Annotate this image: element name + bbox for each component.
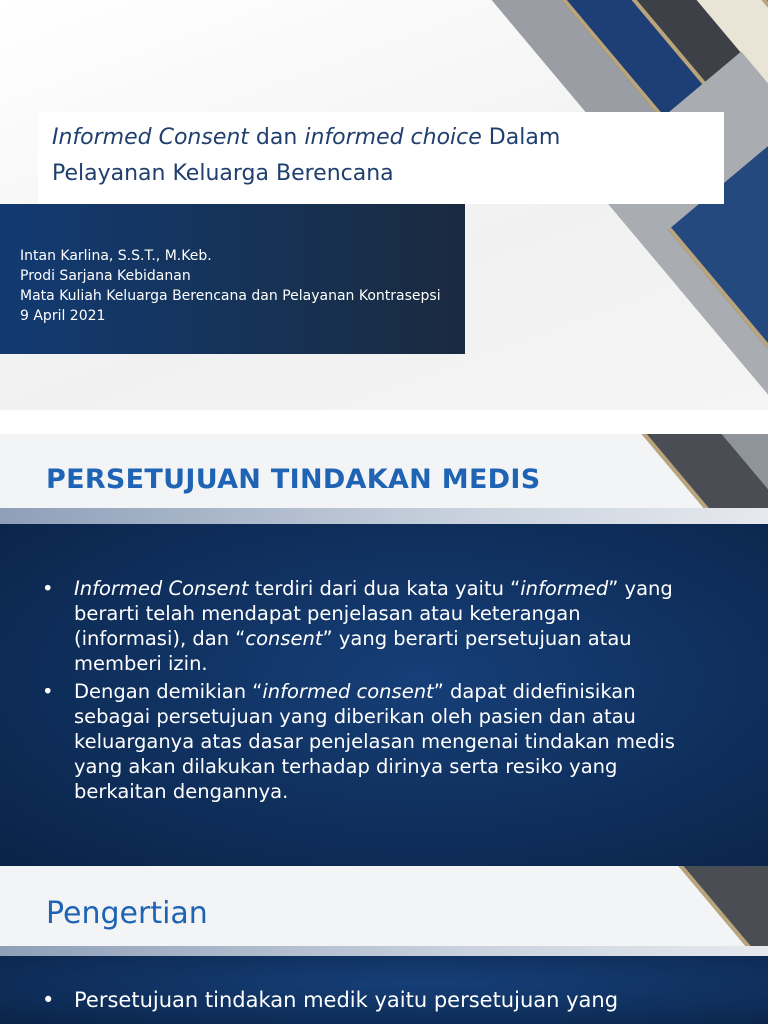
subtitle-block xyxy=(20,246,480,326)
title-line-1: Informed Consent dan informed choice Dalam xyxy=(52,125,561,150)
content-slide xyxy=(0,866,768,1024)
program-name: Prodi Sarjana Kebidanan xyxy=(20,268,191,284)
bullet-dot: • xyxy=(42,988,55,1012)
author-name: Intan Karlina, S.S.T., M.Keb. xyxy=(20,248,212,264)
decor-strip xyxy=(0,508,768,524)
bullet-item: • Informed Consent terdiri dari dua kata yaitu “informed” yang berarti telah mendapat penjelasan atau keterangan (informasi), dan “consent” yang berarti persetujuan atau memberi izin. xyxy=(42,577,673,675)
bullet-list xyxy=(42,988,742,1016)
slide-heading: PERSETUJUAN TINDAKAN MEDIS xyxy=(46,464,541,495)
slide-heading: Pengertian xyxy=(46,896,208,931)
title-slide xyxy=(0,0,768,410)
course-name: Mata Kuliah Keluarga Berencana dan Pelayanan Kontrasepsi xyxy=(20,288,441,304)
content-slide xyxy=(0,434,768,866)
title-line-2: Pelayanan Keluarga Berencana xyxy=(52,161,394,186)
bullet-list xyxy=(42,576,742,807)
presentation-date: 9 April 2021 xyxy=(20,308,106,324)
slide-title xyxy=(52,120,712,192)
bullet-item: • Dengan demikian “informed consent” dapat didefinisikan sebagai persetujuan yang diberikan oleh pasien dan atau keluarganya atas dasar penjelasan mengenai tindakan medis yang akan dilakukan terhadap dirinya serta resiko yang berkaitan dengannya. xyxy=(42,680,675,803)
decor-strip xyxy=(0,946,768,956)
bullet-item: • Persetujuan tindakan medik yaitu persetujuan yang xyxy=(42,988,619,1012)
bullet-dot: • xyxy=(42,680,54,703)
bullet-dot: • xyxy=(42,577,54,600)
